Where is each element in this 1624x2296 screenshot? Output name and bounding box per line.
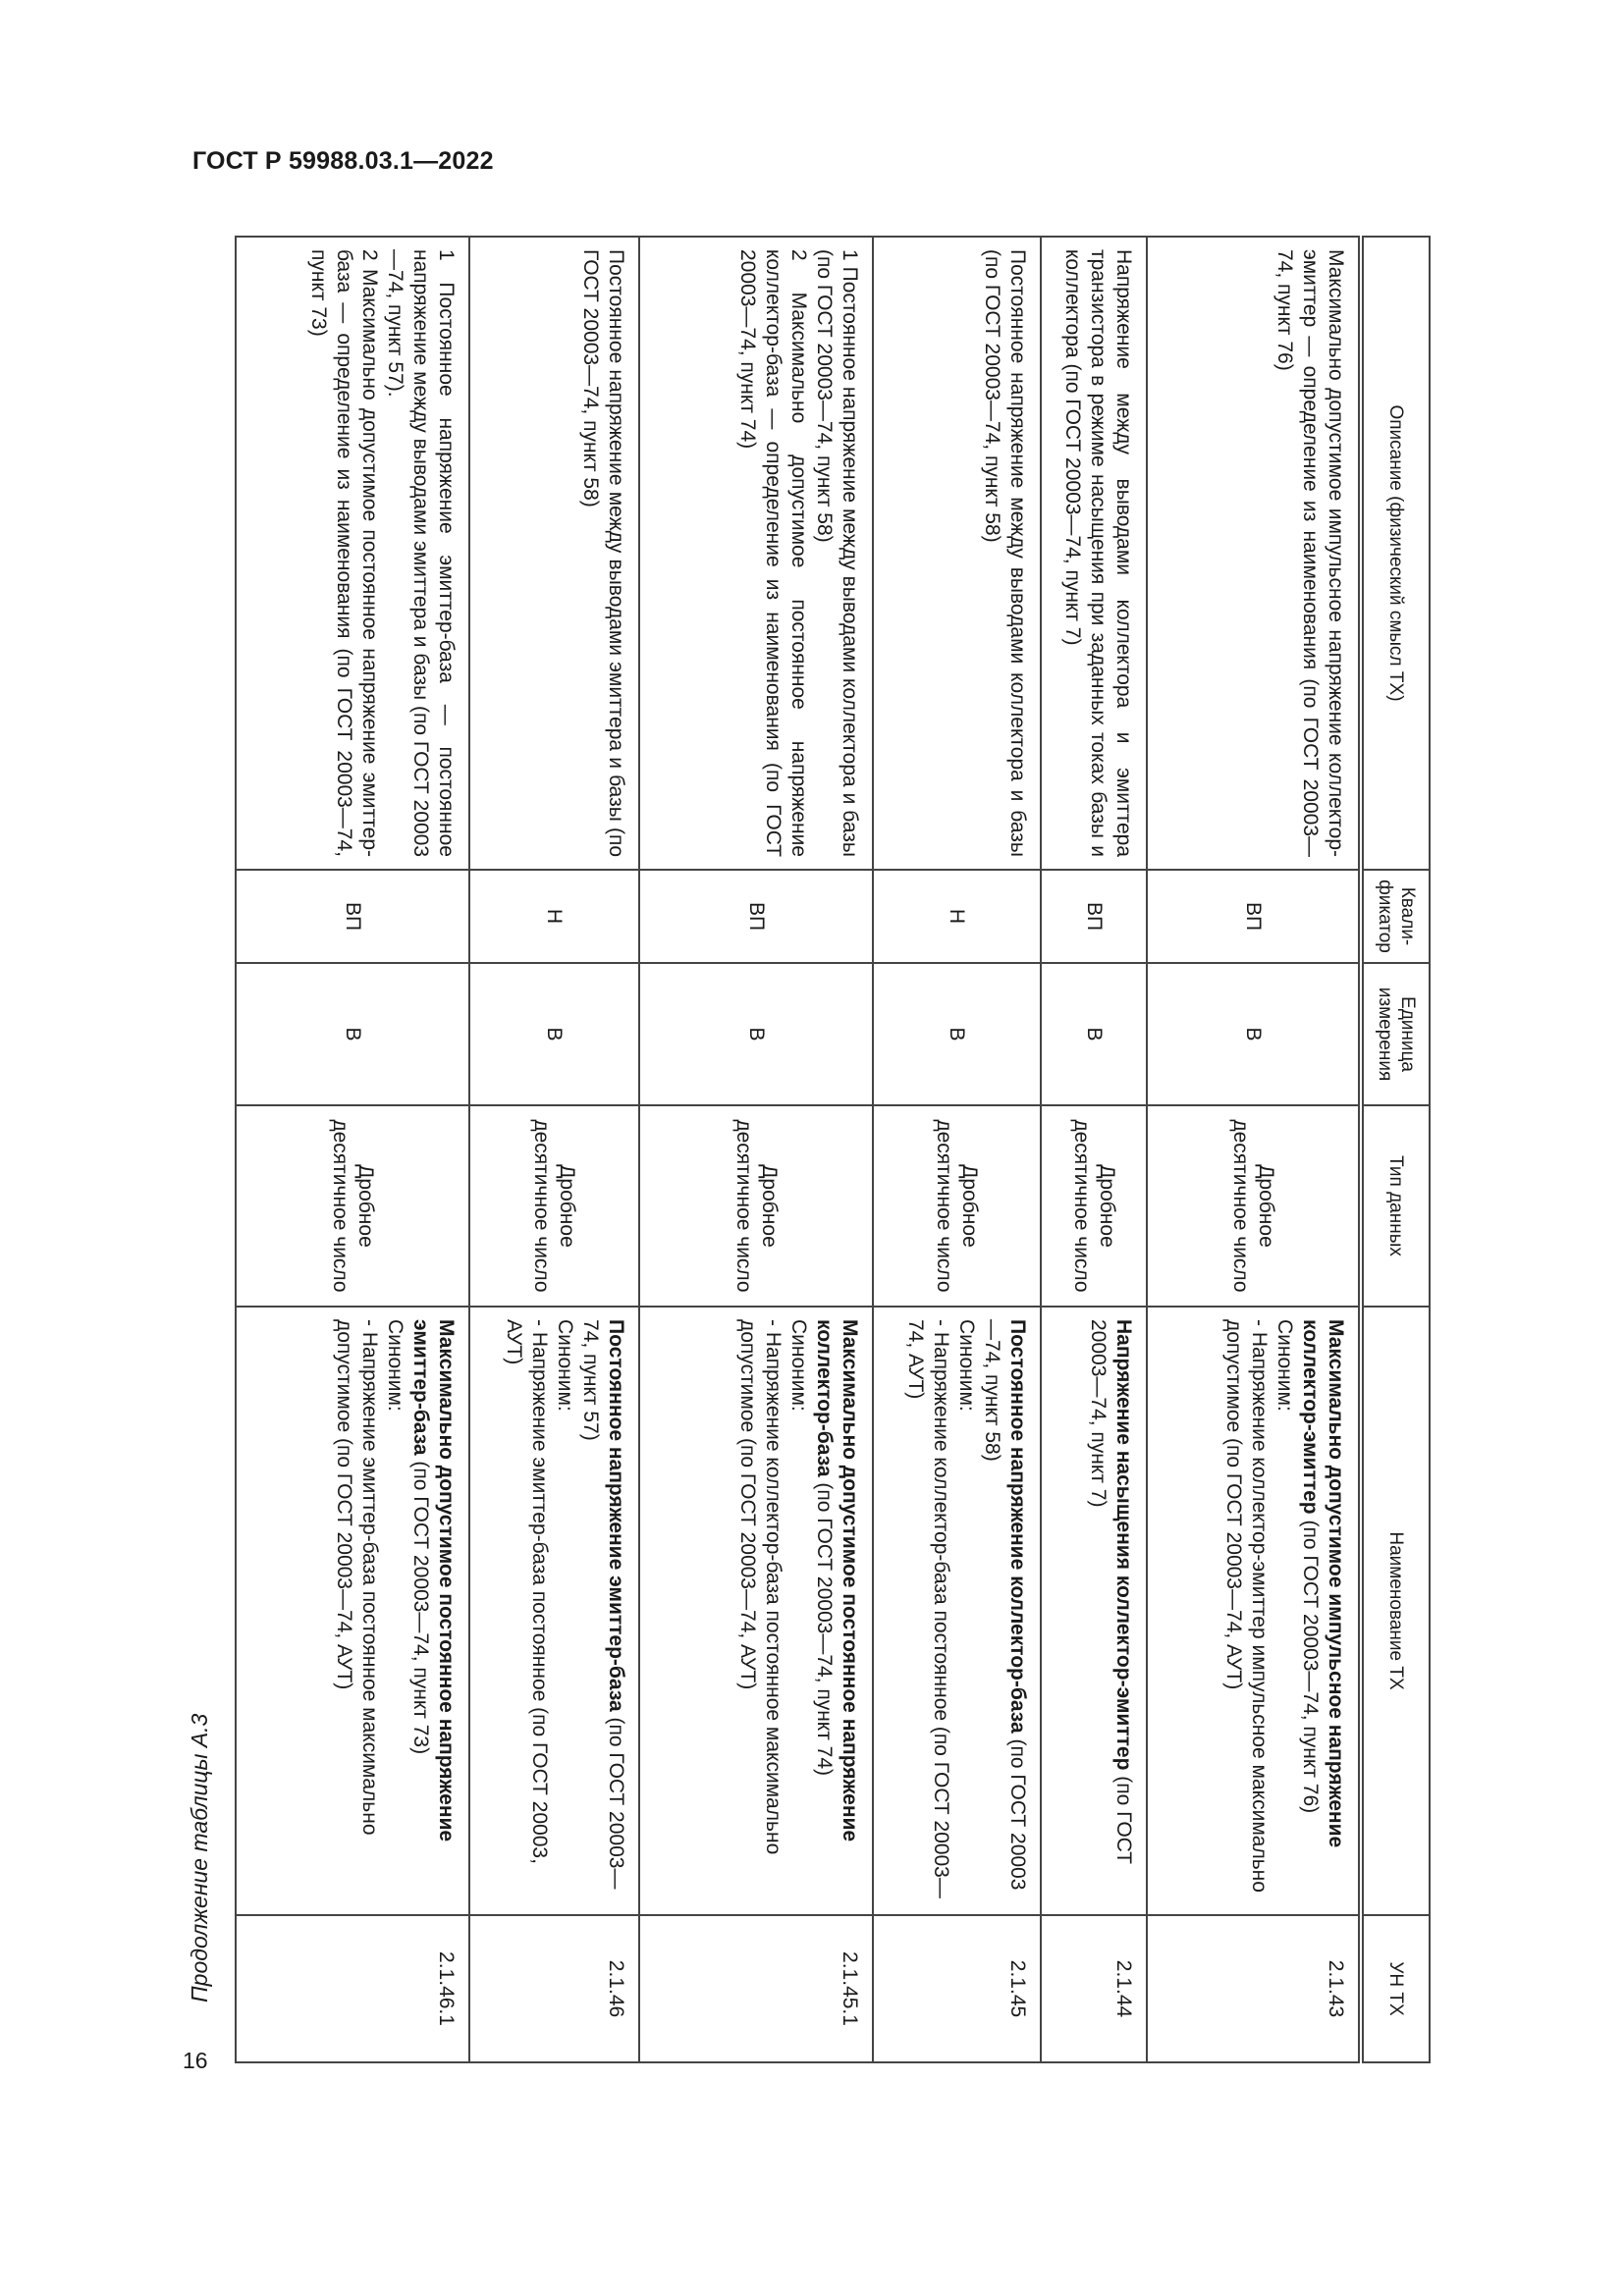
- name-reference-text: (по ГОСТ 20003—74, пункт 58): [980, 1319, 1029, 1891]
- cell-code: 2.1.44: [1041, 1915, 1148, 2062]
- table-container: [235, 236, 1431, 2061]
- cell-data-type: Дробное десятичное число: [873, 1105, 1041, 1307]
- cell-qualifier: ВП: [236, 870, 469, 963]
- name-reference-text: (по ГОСТ 20003—74, пункт 74): [812, 1476, 836, 1777]
- cell-description: Постоянное напряжение между выводами коллектора и базы (по ГОСТ 20003—74, пункт 58): [873, 237, 1041, 870]
- cell-unit: В: [469, 963, 639, 1105]
- synonym-label: Синоним:: [1273, 1319, 1296, 1412]
- name-reference-text: (по ГОСТ 20003—74, пункт 76): [1299, 1514, 1322, 1814]
- cell-name: [1041, 1307, 1148, 1915]
- table-row: [1147, 237, 1361, 2062]
- cell-qualifier: ВП: [1147, 870, 1361, 963]
- column-header-unit: Единица измерения: [1361, 963, 1430, 1105]
- synonym-label: Синоним:: [553, 1319, 576, 1412]
- cell-qualifier: ВП: [639, 870, 873, 963]
- table-row: [639, 237, 873, 2062]
- name-bold-text: Напряжение насыщения коллектор-эмиттер: [1112, 1319, 1136, 1771]
- cell-code: 2.1.45.1: [639, 1915, 873, 2062]
- cell-qualifier: Н: [873, 870, 1041, 963]
- cell-data-type: Дробное десятичное число: [236, 1105, 469, 1307]
- characteristics-table: [235, 236, 1431, 2063]
- cell-unit: В: [873, 963, 1041, 1105]
- cell-description: Максимально допустимое импульсное напряжение коллектор-эмиттер — определение из наименования (по ГОСТ 20003—74, пункт 76): [1147, 237, 1361, 870]
- cell-name: [469, 1307, 639, 1915]
- cell-unit: В: [1147, 963, 1361, 1105]
- cell-unit: В: [639, 963, 873, 1105]
- synonym-text: - Напряжение эмиттер-база постоянное (по ГОСТ 20003, АУТ): [502, 1319, 551, 1864]
- synonym-text: - Напряжение коллектор-эмиттер импульсное максимально допустимое (по ГОСТ 20003—74, АУТ): [1222, 1319, 1271, 1893]
- synonym-label: Синоним:: [383, 1319, 406, 1412]
- table-header-row: [1361, 237, 1430, 2062]
- document-id: ГОСТ Р 59988.03.1—2022: [192, 147, 494, 175]
- cell-data-type: Дробное десятичное число: [639, 1105, 873, 1307]
- name-bold-text: Максимально допустимое импульсное напряжение коллектор-эмиттер: [1299, 1319, 1347, 1848]
- name-bold-text: Максимально допустимое постоянное напряжение коллектор-база: [812, 1319, 861, 1842]
- synonym-text: - Напряжение коллектор-база постоянное (по ГОСТ 20003—74, АУТ): [903, 1319, 952, 1898]
- name-bold-text: Постоянное напряжение коллектор-база: [1005, 1319, 1029, 1734]
- description-line: 2 Максимально допустимое постоянное напряжение эмиттер-база — определение из наименования (по ГОСТ 20003—74, пункт 73): [306, 249, 381, 857]
- synonym-label: Синоним:: [954, 1319, 978, 1412]
- cell-qualifier: ВП: [1041, 870, 1148, 963]
- description-line: 1 Постоянное напряжение эмиттер-база — постоянное напряжение между выводами эмиттера и базы (по ГОСТ 20003—74, пункт 57).: [383, 249, 458, 857]
- cell-unit: В: [1041, 963, 1148, 1105]
- cell-name: [873, 1307, 1041, 1915]
- name-reference-text: (по ГОСТ 20003—74, пункт 73): [408, 1455, 432, 1755]
- cell-data-type: Дробное десятичное число: [469, 1105, 639, 1307]
- cell-code: 2.1.46: [469, 1915, 639, 2062]
- cell-description: Постоянное напряжение между выводами эмиттера и базы (по ГОСТ 20003—74, пункт 58): [469, 237, 639, 870]
- cell-code: 2.1.46.1: [236, 1915, 469, 2062]
- cell-description: [639, 237, 873, 870]
- name-reference-text: (по ГОСТ 20003—74, пункт 7): [1087, 1319, 1136, 1864]
- description-line: 2 Максимально допустимое постоянное напряжение коллектор-база — определение из наименования (по ГОСТ 20003—74, пункт 74): [735, 249, 810, 857]
- cell-name: [639, 1307, 873, 1915]
- cell-data-type: Дробное десятичное число: [1041, 1105, 1148, 1307]
- cell-unit: В: [236, 963, 469, 1105]
- cell-description: [236, 237, 469, 870]
- table-caption: Продолжение таблицы А.3: [187, 1713, 212, 2002]
- cell-name: [1147, 1307, 1361, 1915]
- column-header-data-type: Тип данных: [1361, 1105, 1430, 1307]
- table-row: [873, 237, 1041, 2062]
- name-bold-text: Максимально допустимое постоянное напряжение эмиттер-база: [408, 1319, 458, 1842]
- table-row: [236, 237, 469, 2062]
- table-row: [1041, 237, 1148, 2062]
- cell-code: 2.1.45: [873, 1915, 1041, 2062]
- column-header-name: Наименование ТХ: [1361, 1307, 1430, 1915]
- description-line: 1 Постоянное напряжение между выводами коллектора и базы (по ГОСТ 20003—74, пункт 58): [812, 249, 861, 857]
- table-row: [469, 237, 639, 2062]
- page-number: 16: [183, 2048, 208, 2073]
- synonym-label: Синоним:: [786, 1319, 810, 1412]
- cell-description: Напряжение между выводами коллектора и эмиттера транзистора в режиме насыщения при заданных токах базы и коллектора (по ГОСТ 20003—74, пункт 7): [1041, 237, 1148, 870]
- cell-name: [236, 1307, 469, 1915]
- synonym-text: - Напряжение коллектор-база постоянное максимально допустимое (по ГОСТ 20003—74, АУТ): [735, 1319, 785, 1855]
- column-header-description: Описание (физический смысл ТХ): [1361, 237, 1430, 870]
- cell-qualifier: Н: [469, 870, 639, 963]
- cell-code: 2.1.43: [1147, 1915, 1361, 2062]
- name-bold-text: Постоянное напряжение эмиттер-база: [604, 1319, 627, 1712]
- cell-data-type: Дробное десятичное число: [1147, 1105, 1361, 1307]
- column-header-code: УН ТХ: [1361, 1915, 1430, 2062]
- synonym-text: - Напряжение эмиттер-база постоянное максимально допустимое (по ГОСТ 20003—74, АУТ): [332, 1319, 381, 1836]
- column-header-qualifier: Квали- фикатор: [1361, 870, 1430, 963]
- name-reference-text: (по ГОСТ 20003—74, пункт 57): [578, 1319, 627, 1890]
